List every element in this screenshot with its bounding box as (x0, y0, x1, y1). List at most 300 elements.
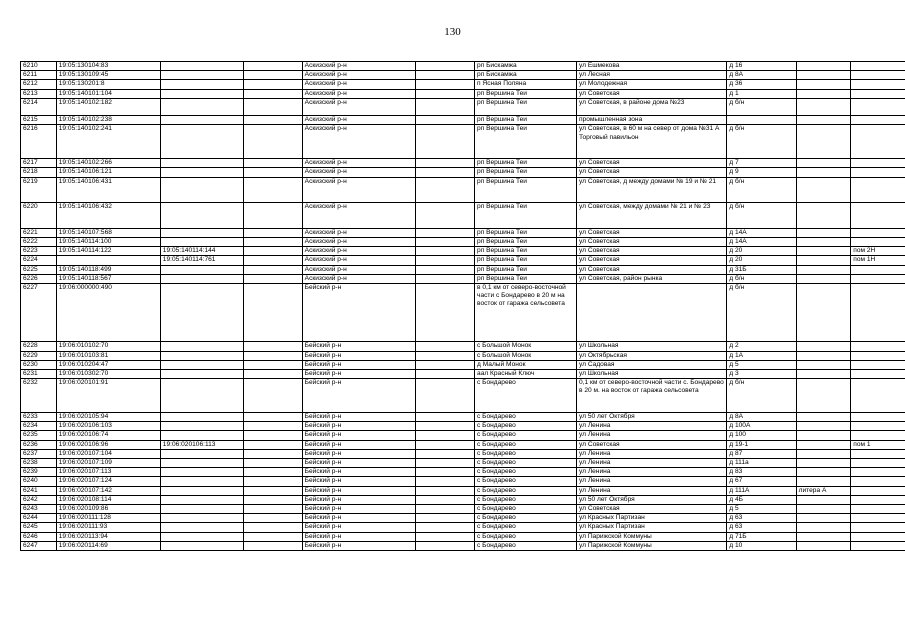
empty-cell (416, 541, 475, 550)
parent-cadastral-cell: 19:05:140114:761 (160, 256, 243, 265)
building-cell (796, 238, 851, 247)
street-cell: ул Советская (576, 505, 726, 514)
empty-cell (243, 379, 302, 413)
cadastral-number-cell: 19:05:140102:182 (56, 98, 160, 115)
house-cell: д б/н (727, 177, 796, 203)
locality-cell: рп Вершина Теи (475, 177, 577, 203)
building-cell (796, 71, 851, 80)
house-cell: д 1 (727, 89, 796, 98)
building-cell (796, 468, 851, 477)
house-cell: д 8А (727, 413, 796, 422)
house-cell: д 63 (727, 514, 796, 523)
empty-cell (243, 168, 302, 177)
empty-cell (243, 177, 302, 203)
empty-cell (416, 159, 475, 168)
district-cell: Бейский р-н (302, 284, 416, 342)
table-row (21, 62, 905, 71)
house-cell: д 111а (727, 459, 796, 468)
premises-cell (851, 168, 905, 177)
parent-cadastral-cell: 19:06:020106:113 (160, 440, 243, 449)
house-cell: д 1А (727, 351, 796, 360)
premises-cell (851, 422, 905, 431)
house-cell: д 100 (727, 431, 796, 440)
empty-cell (416, 274, 475, 283)
table-row (21, 514, 905, 523)
empty-cell (243, 370, 302, 379)
parent-cadastral-cell (160, 116, 243, 125)
parent-cadastral-cell (160, 284, 243, 342)
district-cell: Аскизский р-н (302, 98, 416, 115)
parent-cadastral-cell (160, 541, 243, 550)
street-cell: ул Ленина (576, 431, 726, 440)
locality-cell: рп Вершина Теи (475, 256, 577, 265)
house-cell: д 36 (727, 80, 796, 89)
street-cell: ул Ленина (576, 459, 726, 468)
locality-cell: с Бондарево (475, 477, 577, 486)
premises-cell (851, 486, 905, 495)
street-cell: ул Лесная (576, 71, 726, 80)
building-cell (796, 80, 851, 89)
house-cell (727, 116, 796, 125)
cadastral-number-cell: 19:05:140102:241 (56, 125, 160, 159)
empty-cell (243, 440, 302, 449)
table-row (21, 125, 905, 159)
parent-cadastral-cell (160, 203, 243, 229)
cadastral-number-cell: 19:06:020108:114 (56, 495, 160, 504)
row-number-cell: 6218 (21, 168, 57, 177)
building-cell (796, 342, 851, 351)
empty-cell (243, 62, 302, 71)
empty-cell (243, 459, 302, 468)
street-cell: ул Советская, район рынка (576, 274, 726, 283)
premises-cell (851, 159, 905, 168)
empty-cell (416, 342, 475, 351)
district-cell: Аскизский р-н (302, 116, 416, 125)
table-row (21, 468, 905, 477)
empty-cell (416, 71, 475, 80)
row-number-cell: 6223 (21, 247, 57, 256)
parent-cadastral-cell (160, 431, 243, 440)
table-row (21, 532, 905, 541)
row-number-cell: 6242 (21, 495, 57, 504)
building-cell (796, 168, 851, 177)
empty-cell (243, 431, 302, 440)
empty-cell (243, 247, 302, 256)
building-cell (796, 379, 851, 413)
empty-cell (243, 495, 302, 504)
house-cell: д 16 (727, 62, 796, 71)
cadastral-number-cell: 19:06:010102:70 (56, 342, 160, 351)
locality-cell: рп Вершина Теи (475, 168, 577, 177)
empty-cell (416, 360, 475, 369)
street-cell (576, 284, 726, 342)
district-cell: Аскизский р-н (302, 265, 416, 274)
premises-cell (851, 116, 905, 125)
street-cell: ул Советская, между домами № 21 и № 23 (576, 203, 726, 229)
empty-cell (416, 125, 475, 159)
street-cell: ул Школьная (576, 342, 726, 351)
empty-cell (416, 351, 475, 360)
street-cell: ул Ленина (576, 422, 726, 431)
table-row (21, 238, 905, 247)
premises-cell (851, 532, 905, 541)
house-cell: д 20 (727, 247, 796, 256)
cadastral-number-cell: 19:05:140102:238 (56, 116, 160, 125)
house-cell: д 8А (727, 71, 796, 80)
empty-cell (416, 431, 475, 440)
building-cell (796, 284, 851, 342)
empty-cell (416, 379, 475, 413)
page-number: 130 (444, 26, 461, 38)
parent-cadastral-cell (160, 265, 243, 274)
building-cell: литера А (796, 486, 851, 495)
locality-cell: аал Красный Ключ (475, 370, 577, 379)
cadastral-number-cell: 19:06:010103:81 (56, 351, 160, 360)
building-cell (796, 247, 851, 256)
empty-cell (243, 265, 302, 274)
premises-cell: пом 1Н (851, 256, 905, 265)
cadastral-number-cell: 19:06:000000:490 (56, 284, 160, 342)
table-row (21, 379, 905, 413)
street-cell: промышленная зона (576, 116, 726, 125)
locality-cell: с Бондарево (475, 495, 577, 504)
empty-cell (416, 440, 475, 449)
locality-cell: с Бондарево (475, 514, 577, 523)
empty-cell (243, 159, 302, 168)
premises-cell (851, 89, 905, 98)
row-number-cell: 6214 (21, 98, 57, 115)
house-cell: д 9 (727, 168, 796, 177)
empty-cell (243, 274, 302, 283)
parent-cadastral-cell (160, 477, 243, 486)
row-number-cell: 6224 (21, 256, 57, 265)
row-number-cell: 6212 (21, 80, 57, 89)
empty-cell (243, 514, 302, 523)
building-cell (796, 265, 851, 274)
house-cell: д б/н (727, 379, 796, 413)
parent-cadastral-cell (160, 505, 243, 514)
locality-cell: рп Вершина Теи (475, 203, 577, 229)
premises-cell (851, 80, 905, 89)
building-cell (796, 62, 851, 71)
empty-cell (243, 413, 302, 422)
premises-cell (851, 203, 905, 229)
parent-cadastral-cell (160, 342, 243, 351)
premises-cell (851, 468, 905, 477)
street-cell: ул Ешмекова (576, 62, 726, 71)
locality-cell: рп Вершина Теи (475, 238, 577, 247)
house-cell: д 2 (727, 342, 796, 351)
district-cell: Аскизский р-н (302, 238, 416, 247)
district-cell: Аскизский р-н (302, 159, 416, 168)
parent-cadastral-cell (160, 523, 243, 532)
house-cell: д 14А (727, 238, 796, 247)
locality-cell: с Бондарево (475, 523, 577, 532)
premises-cell: пом 1 (851, 440, 905, 449)
district-cell: Бейский р-н (302, 505, 416, 514)
locality-cell: в 0,1 км от северо-восточной части с Бондарево в 20 м на восток от гаража сельсовета (475, 284, 577, 342)
row-number-cell: 6228 (21, 342, 57, 351)
street-cell: ул Советская, в 60 м на север от дома №31 А Торговый павильон (576, 125, 726, 159)
street-cell: ул 50 лет Октября (576, 413, 726, 422)
empty-cell (416, 486, 475, 495)
cadastral-number-cell (56, 256, 160, 265)
street-cell: ул Красных Партизан (576, 514, 726, 523)
row-number-cell: 6241 (21, 486, 57, 495)
district-cell: Бейский р-н (302, 413, 416, 422)
cadastral-number-cell: 19:06:020107:104 (56, 449, 160, 458)
locality-cell: рп Вершина Теи (475, 265, 577, 274)
house-cell: д 3 (727, 370, 796, 379)
district-cell: Бейский р-н (302, 468, 416, 477)
parent-cadastral-cell (160, 62, 243, 71)
locality-cell: рп Вершина Теи (475, 274, 577, 283)
premises-cell (851, 449, 905, 458)
street-cell: ул Октябрьская (576, 351, 726, 360)
house-cell: д 14А (727, 228, 796, 237)
row-number-cell: 6210 (21, 62, 57, 71)
parent-cadastral-cell (160, 351, 243, 360)
district-cell: Аскизский р-н (302, 71, 416, 80)
empty-cell (416, 413, 475, 422)
parent-cadastral-cell (160, 413, 243, 422)
district-cell: Бейский р-н (302, 541, 416, 550)
street-cell: ул Советская, в районе дома №23 (576, 98, 726, 115)
building-cell (796, 541, 851, 550)
empty-cell (416, 523, 475, 532)
cadastral-number-cell: 19:06:020111:93 (56, 523, 160, 532)
premises-cell (851, 431, 905, 440)
building-cell (796, 256, 851, 265)
empty-cell (243, 228, 302, 237)
table-row (21, 449, 905, 458)
cadastral-number-cell: 19:05:140106:431 (56, 177, 160, 203)
premises-cell (851, 71, 905, 80)
premises-cell (851, 459, 905, 468)
premises-cell (851, 265, 905, 274)
empty-cell (243, 505, 302, 514)
empty-cell (243, 532, 302, 541)
parent-cadastral-cell (160, 274, 243, 283)
premises-cell (851, 514, 905, 523)
empty-cell (243, 80, 302, 89)
district-cell: Аскизский р-н (302, 228, 416, 237)
house-cell: д 5 (727, 505, 796, 514)
house-cell: д б/н (727, 274, 796, 283)
table-row (21, 495, 905, 504)
street-cell: ул Советская (576, 256, 726, 265)
cadastral-number-cell: 19:06:020106:103 (56, 422, 160, 431)
row-number-cell: 6239 (21, 468, 57, 477)
locality-cell: с Бондарево (475, 431, 577, 440)
district-cell: Бейский р-н (302, 495, 416, 504)
district-cell: Бейский р-н (302, 514, 416, 523)
locality-cell: рп Вершина Теи (475, 98, 577, 115)
empty-cell (416, 238, 475, 247)
premises-cell (851, 360, 905, 369)
table-row (21, 370, 905, 379)
table-row (21, 274, 905, 283)
premises-cell (851, 370, 905, 379)
parent-cadastral-cell (160, 238, 243, 247)
street-cell: ул Советская (576, 228, 726, 237)
street-cell: ул Советская (576, 440, 726, 449)
building-cell (796, 459, 851, 468)
premises-cell: пом 2Н (851, 247, 905, 256)
premises-cell (851, 284, 905, 342)
premises-cell (851, 342, 905, 351)
empty-cell (416, 62, 475, 71)
building-cell (796, 203, 851, 229)
district-cell: Бейский р-н (302, 523, 416, 532)
street-cell: ул Советская (576, 159, 726, 168)
table-row (21, 541, 905, 550)
district-cell: Бейский р-н (302, 431, 416, 440)
house-cell: д 71Б (727, 532, 796, 541)
parent-cadastral-cell (160, 514, 243, 523)
premises-cell (851, 274, 905, 283)
cadastral-number-cell: 19:05:130104:83 (56, 62, 160, 71)
empty-cell (416, 459, 475, 468)
building-cell (796, 422, 851, 431)
district-cell: Аскизский р-н (302, 256, 416, 265)
building-cell (796, 177, 851, 203)
locality-cell: с Большой Монок (475, 342, 577, 351)
building-cell (796, 523, 851, 532)
row-number-cell: 6219 (21, 177, 57, 203)
building-cell (796, 116, 851, 125)
premises-cell (851, 177, 905, 203)
row-number-cell: 6244 (21, 514, 57, 523)
table-row (21, 477, 905, 486)
row-number-cell: 6232 (21, 379, 57, 413)
house-cell: д 83 (727, 468, 796, 477)
empty-cell (243, 351, 302, 360)
table-row (21, 459, 905, 468)
row-number-cell: 6246 (21, 532, 57, 541)
table-row (21, 265, 905, 274)
empty-cell (416, 495, 475, 504)
row-number-cell: 6220 (21, 203, 57, 229)
building-cell (796, 228, 851, 237)
building-cell (796, 274, 851, 283)
table-row (21, 177, 905, 203)
building-cell (796, 125, 851, 159)
building-cell (796, 495, 851, 504)
cadastral-number-cell: 19:06:010302:70 (56, 370, 160, 379)
premises-cell (851, 541, 905, 550)
cadastral-number-cell: 19:05:140106:432 (56, 203, 160, 229)
district-cell: Бейский р-н (302, 351, 416, 360)
house-cell: д 87 (727, 449, 796, 458)
empty-cell (416, 449, 475, 458)
parent-cadastral-cell (160, 177, 243, 203)
parent-cadastral-cell (160, 379, 243, 413)
empty-cell (243, 125, 302, 159)
cadastral-number-cell: 19:05:140114:100 (56, 238, 160, 247)
district-cell: Аскизский р-н (302, 203, 416, 229)
parent-cadastral-cell (160, 468, 243, 477)
house-cell: д 100А (727, 422, 796, 431)
district-cell: Бейский р-н (302, 477, 416, 486)
table-row (21, 422, 905, 431)
district-cell: Бейский р-н (302, 449, 416, 458)
empty-cell (243, 360, 302, 369)
house-cell: д б/н (727, 284, 796, 342)
empty-cell (416, 228, 475, 237)
empty-cell (243, 422, 302, 431)
district-cell: Бейский р-н (302, 422, 416, 431)
parent-cadastral-cell (160, 228, 243, 237)
building-cell (796, 431, 851, 440)
parent-cadastral-cell (160, 486, 243, 495)
locality-cell: рп Вершина Теи (475, 89, 577, 98)
building-cell (796, 449, 851, 458)
house-cell: д 10 (727, 541, 796, 550)
house-cell: д 7 (727, 159, 796, 168)
cadastral-number-cell: 19:06:020107:109 (56, 459, 160, 468)
cadastral-number-cell: 19:05:140118:499 (56, 265, 160, 274)
row-number-cell: 6233 (21, 413, 57, 422)
building-cell (796, 440, 851, 449)
row-number-cell: 6238 (21, 459, 57, 468)
table-row (21, 80, 905, 89)
building-cell (796, 89, 851, 98)
street-cell: ул Ленина (576, 449, 726, 458)
parent-cadastral-cell: 19:05:140114:144 (160, 247, 243, 256)
empty-cell (416, 98, 475, 115)
cadastral-number-cell: 19:06:020107:124 (56, 477, 160, 486)
empty-cell (243, 116, 302, 125)
district-cell: Бейский р-н (302, 440, 416, 449)
house-cell: д 5 (727, 360, 796, 369)
table-row (21, 342, 905, 351)
table-row (21, 247, 905, 256)
row-number-cell: 6211 (21, 71, 57, 80)
building-cell (796, 360, 851, 369)
district-cell: Аскизский р-н (302, 168, 416, 177)
locality-cell: с Бондарево (475, 541, 577, 550)
row-number-cell: 6230 (21, 360, 57, 369)
table-row (21, 486, 905, 495)
empty-cell (416, 203, 475, 229)
table-row (21, 228, 905, 237)
table-row (21, 523, 905, 532)
premises-cell (851, 351, 905, 360)
district-cell: Аскизский р-н (302, 80, 416, 89)
locality-cell: с Бондарево (475, 532, 577, 541)
empty-cell (416, 468, 475, 477)
table-row (21, 413, 905, 422)
empty-cell (243, 71, 302, 80)
cadastral-number-cell: 19:05:140118:567 (56, 274, 160, 283)
locality-cell: с Бондарево (475, 440, 577, 449)
parent-cadastral-cell (160, 422, 243, 431)
cadastral-number-cell: 19:06:020106:96 (56, 440, 160, 449)
street-cell: ул Молодежная (576, 80, 726, 89)
empty-cell (416, 532, 475, 541)
street-cell: ул Садовая (576, 360, 726, 369)
locality-cell: рп Вершина Теи (475, 247, 577, 256)
street-cell: ул Советская (576, 238, 726, 247)
locality-cell: п Ясная Поляна (475, 80, 577, 89)
empty-cell (243, 449, 302, 458)
locality-cell: с Бондарево (475, 505, 577, 514)
parent-cadastral-cell (160, 71, 243, 80)
cadastral-number-cell: 19:06:010204:47 (56, 360, 160, 369)
building-cell (796, 159, 851, 168)
table-body (21, 62, 905, 551)
